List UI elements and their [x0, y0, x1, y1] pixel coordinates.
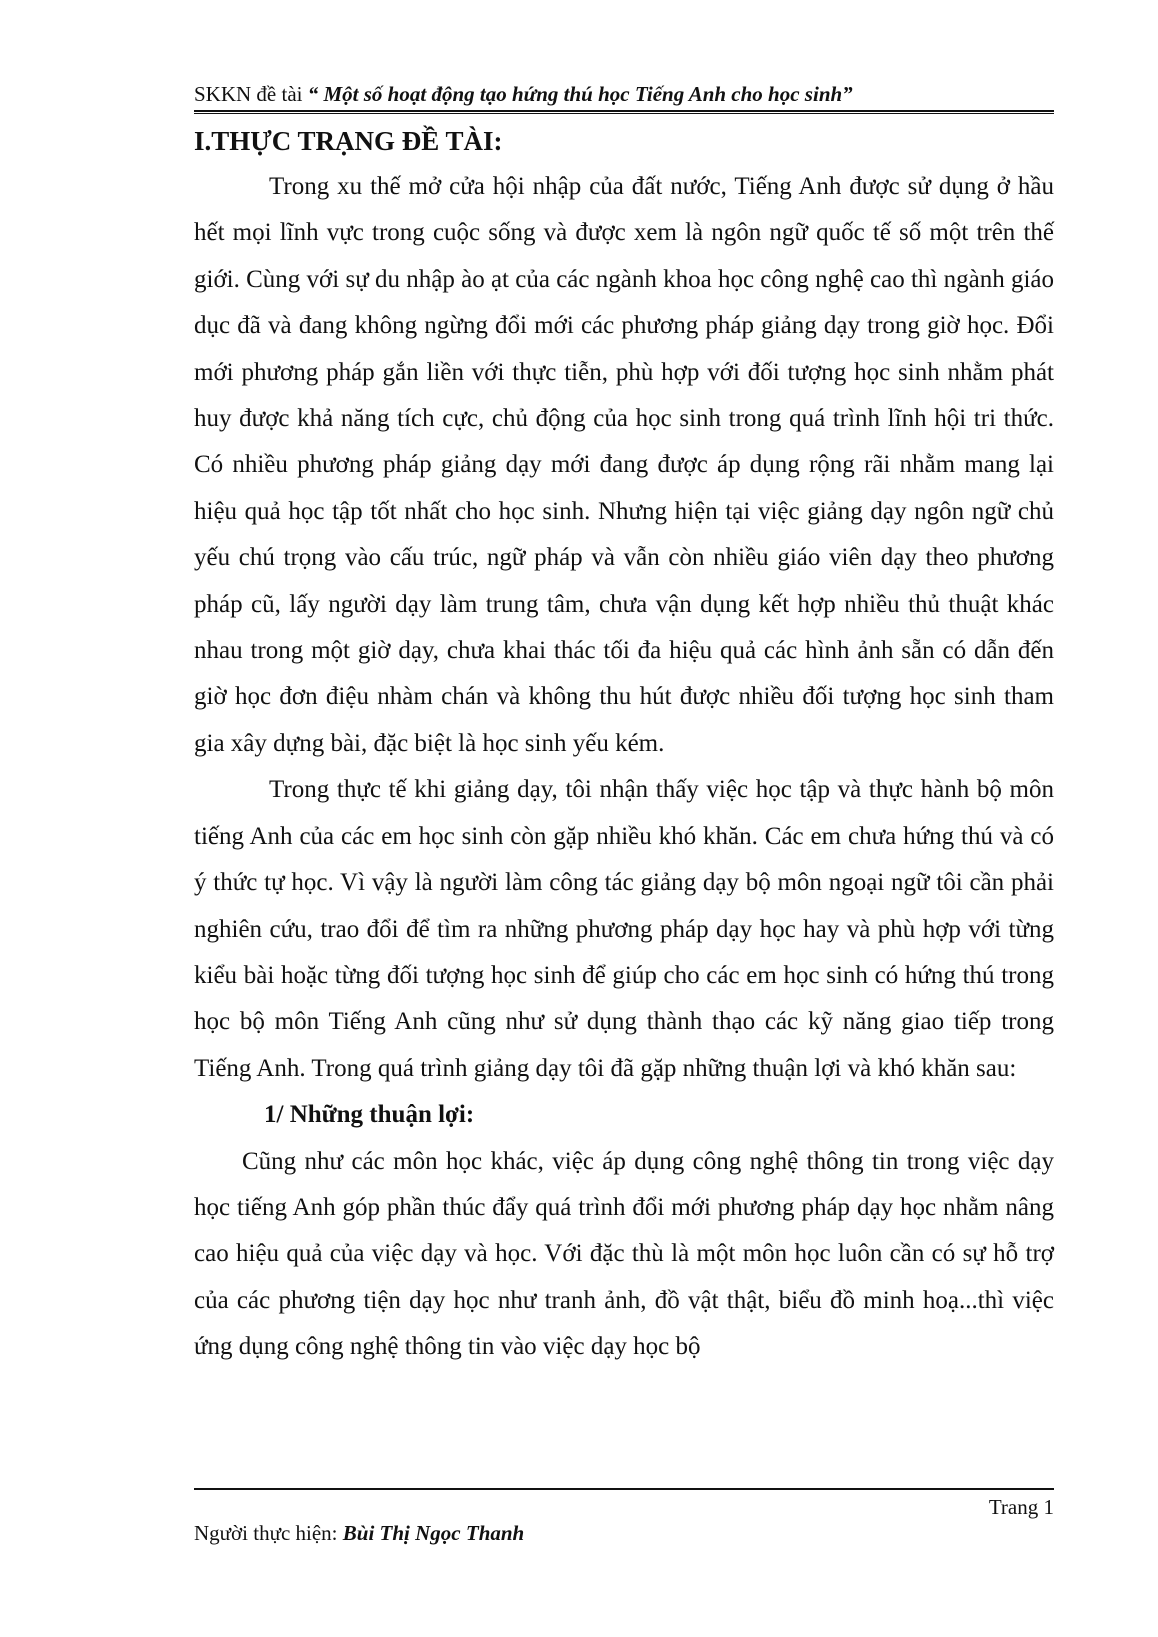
footer-rule	[194, 1488, 1054, 1490]
page-header	[194, 80, 1054, 112]
header-rule	[194, 113, 1054, 114]
header-title: “ Một số hoạt động tạo hứng thú học Tiếng Anh cho học sinh”	[307, 82, 853, 106]
header-prefix: SKKN đề tài	[194, 82, 308, 106]
subsection-title: 1/ Những thuận lợi:	[264, 1101, 475, 1129]
paragraph-1: Trong xu thế mở cửa hội nhập của đất nước, Tiếng Anh được sử dụng ở hầu hết mọi lĩnh vực trong cuộc sống và được xem là ngôn ngữ quốc tế số một trên thế giới. Cùng với sự du nhập ào ạt của các ngành khoa học công nghệ cao thì ngành giáo dục đã và đang không ngừng đổi mới các phương pháp giảng dạy trong giờ học. Đổi mới phương pháp gắn liền với thực tiễn, phù hợp với đối tượng học sinh nhằm phát huy được khả năng tích cực, chủ động của học sinh trong quá trình lĩnh hội tri thức. Có nhiều phương pháp giảng dạy mới đang được áp dụng rộng rãi nhằm mang lại hiệu quả học tập tốt nhất cho học sinh. Nhưng hiện tại việc giảng dạy ngôn ngữ chủ yếu chú trọng vào cấu trúc, ngữ pháp và vẫn còn nhiều giáo viên dạy theo phương pháp cũ, lấy người dạy làm trung tâm, chưa vận dụng kết hợp nhiều thủ thuật khác nhau trong một giờ dạy, chưa khai thác tối đa hiệu quả các hình ảnh sẵn có dẫn đến giờ học đơn điệu nhàm chán và không thu hút được nhiều đối tượng học sinh tham gia xây dựng bài, đặc biệt là học sinh yếu kém.	[194, 173, 1054, 757]
page-content	[194, 118, 1054, 1371]
author-prefix: Người thực hiện:	[194, 1521, 343, 1545]
page-footer	[194, 1493, 1054, 1553]
author-line	[194, 1519, 524, 1547]
paragraph-3: Cũng như các môn học khác, việc áp dụng công nghệ thông tin trong việc dạy học tiếng Anh góp phần thúc đẩy quá trình đổi mới phương pháp dạy học nhằm nâng cao hiệu quả của việc dạy và học. Với đặc thù là một môn học luôn cần có sự hỗ trợ của các phương tiện dạy học như tranh ảnh, đồ vật thật, biểu đồ minh hoạ...thì việc ứng dụng công nghệ thông tin vào việc dạy học bộ	[194, 1147, 1054, 1361]
page-number: Trang 1	[988, 1495, 1054, 1519]
section-title: I.THỰC TRẠNG ĐỀ TÀI:	[194, 126, 503, 156]
author-name: Bùi Thị Ngọc Thanh	[342, 1521, 525, 1545]
paragraph-2: Trong thực tế khi giảng dạy, tôi nhận thấy việc học tập và thực hành bộ môn tiếng Anh của các em học sinh còn gặp nhiều khó khăn. Các em chưa hứng thú và có ý thức tự học. Vì vậy là người làm công tác giảng dạy bộ môn ngoại ngữ tôi cần phải nghiên cứu, trao đổi để tìm ra những phương pháp dạy học hay và phù hợp với từng kiểu bài hoặc từng đối tượng học sinh để giúp cho các em học sinh có hứng thú trong học bộ môn Tiếng Anh cũng như sử dụng thành thạo các kỹ năng giao tiếp trong Tiếng Anh. Trong quá trình giảng dạy tôi đã gặp những thuận lợi và khó khăn sau:	[194, 776, 1054, 1082]
